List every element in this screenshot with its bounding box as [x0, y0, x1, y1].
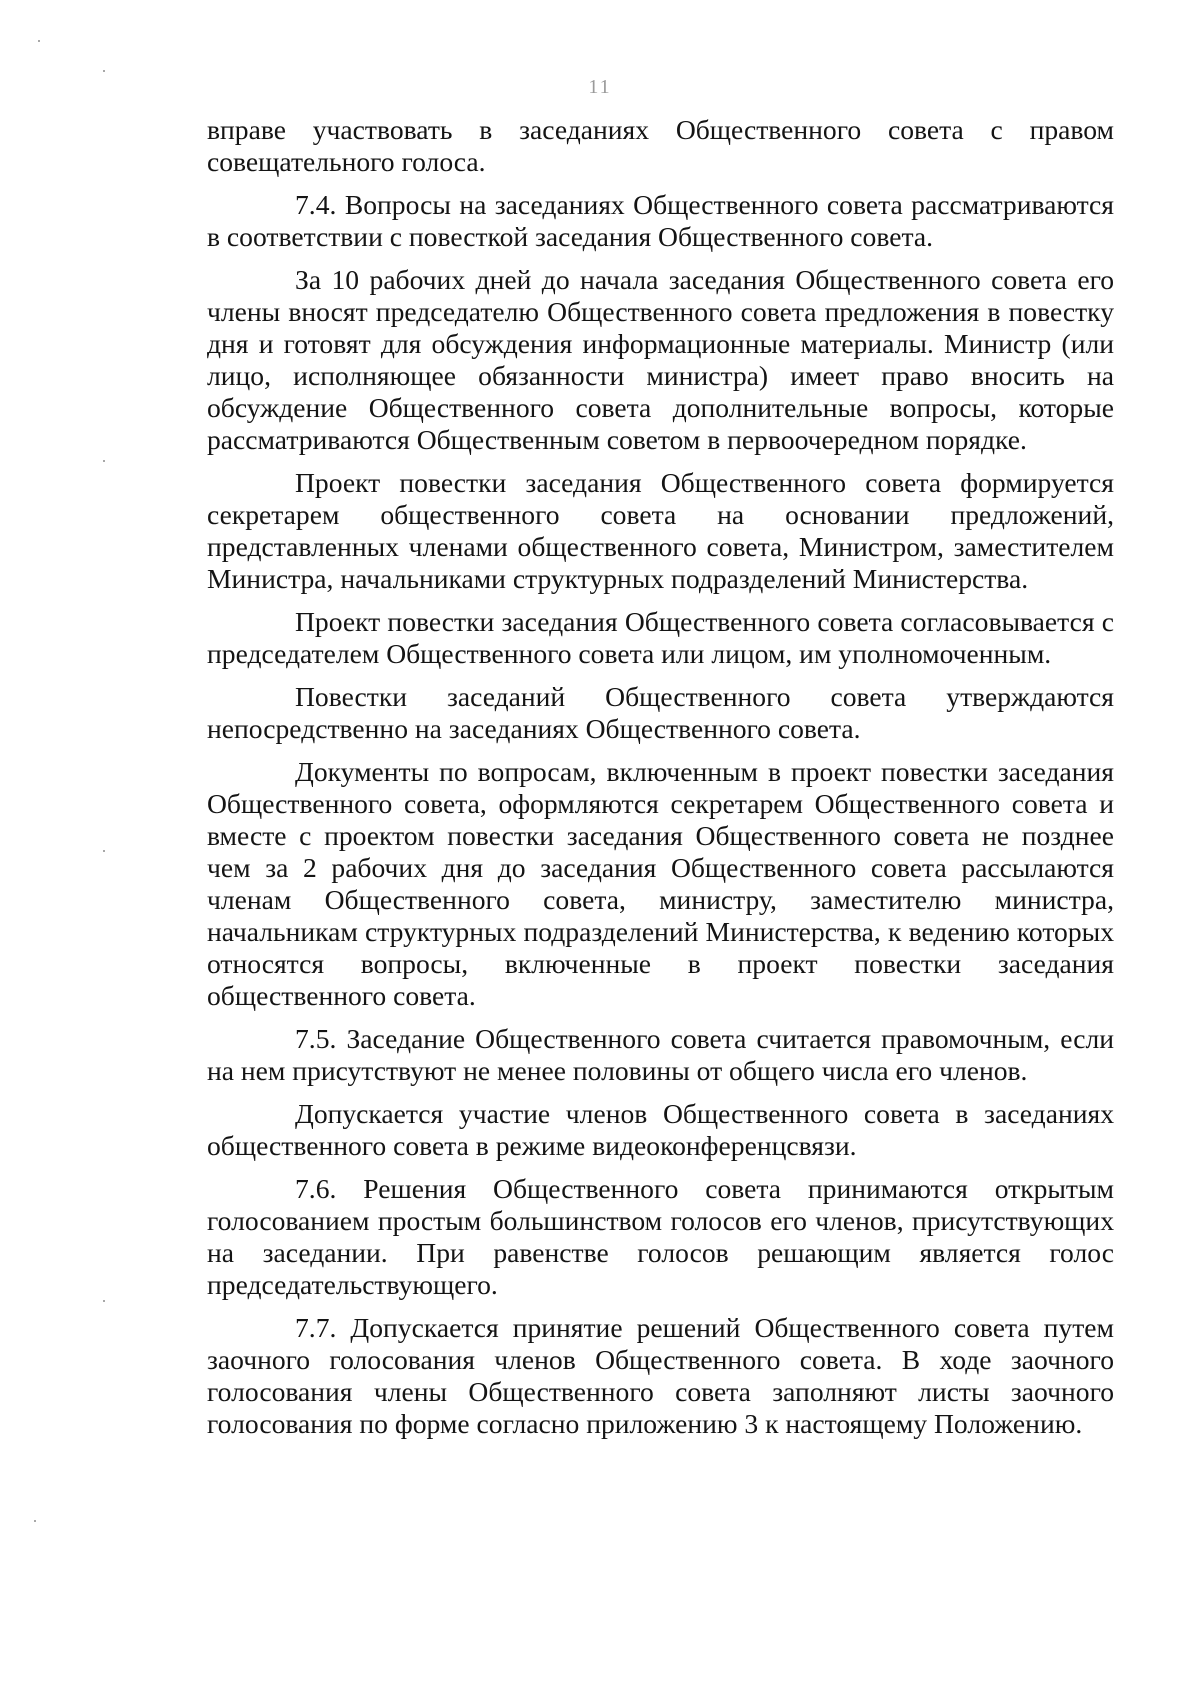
paragraph-7-5: 7.5. Заседание Общественного совета считается правомочным, если на нем присутствуют не менее половины от общего числа его членов. [207, 1023, 1114, 1086]
document-body [207, 114, 1114, 1440]
scan-speck [103, 1300, 105, 1302]
scan-speck [38, 40, 40, 42]
paragraph-agenda-adoption: Повестки заседаний Общественного совета утверждаются непосредственно на заседаниях Общественного совета. [207, 681, 1114, 744]
scan-speck [34, 1520, 36, 1522]
paragraph-agenda-draft: Проект повестки заседания Общественного совета формируется секретарем общественного совета на основании предложений, представленных членами общественного совета, Министром, заместителем Министра, начальниками структурных подразделений Министерства. [207, 467, 1114, 594]
scan-speck [103, 850, 105, 852]
scan-speck [103, 460, 105, 462]
page-number: 11 [588, 76, 612, 98]
paragraph-agenda-proposals: За 10 рабочих дней до начала заседания Общественного совета его члены вносят председателю Общественного совета предложения в повестку дня и готовят для обсуждения информационные материалы. Министр (или лицо, исполняющее обязанности министра) имеет право вносить на обсуждение Общественного совета дополнительные вопросы, которые рассматриваются Общественным советом в первоочередном порядке. [207, 264, 1114, 455]
paragraph-7-4: 7.4. Вопросы на заседаниях Общественного совета рассматриваются в соответствии с повесткой заседания Общественного совета. [207, 189, 1114, 252]
paragraph-7-6: 7.6. Решения Общественного совета принимаются открытым голосованием простым большинством голосов его членов, присутствующих на заседании. При равенстве голосов решающим является голос председательствующего. [207, 1173, 1114, 1300]
paragraph-7-7: 7.7. Допускается принятие решений Общественного совета путем заочного голосования членов Общественного совета. В ходе заочного голосования члены Общественного совета заполняют листы заочного голосования по форме согласно приложению 3 к настоящему Положению. [207, 1312, 1114, 1439]
paragraph-documents: Документы по вопросам, включенным в проект повестки заседания Общественного совета, оформляются секретарем Общественного совета и вместе с проектом повестки заседания Общественного совета не позднее чем за 2 рабочих дня до заседания Общественного совета рассылаются членам Общественного совета, министру, заместителю министра, начальникам структурных подразделений Министерства, к ведению которых относятся вопросы, включенные в проект повестки заседания общественного совета. [207, 756, 1114, 1011]
scan-speck [103, 70, 105, 72]
paragraph-videoconference: Допускается участие членов Общественного совета в заседаниях общественного совета в режиме видеоконференцсвязи. [207, 1098, 1114, 1161]
paragraph-continuation: вправе участвовать в заседаниях Общественного совета с правом совещательного голоса. [207, 114, 1114, 177]
paragraph-agenda-approval-chair: Проект повестки заседания Общественного совета согласовывается с председателем Общественного совета или лицом, им уполномоченным. [207, 606, 1114, 669]
